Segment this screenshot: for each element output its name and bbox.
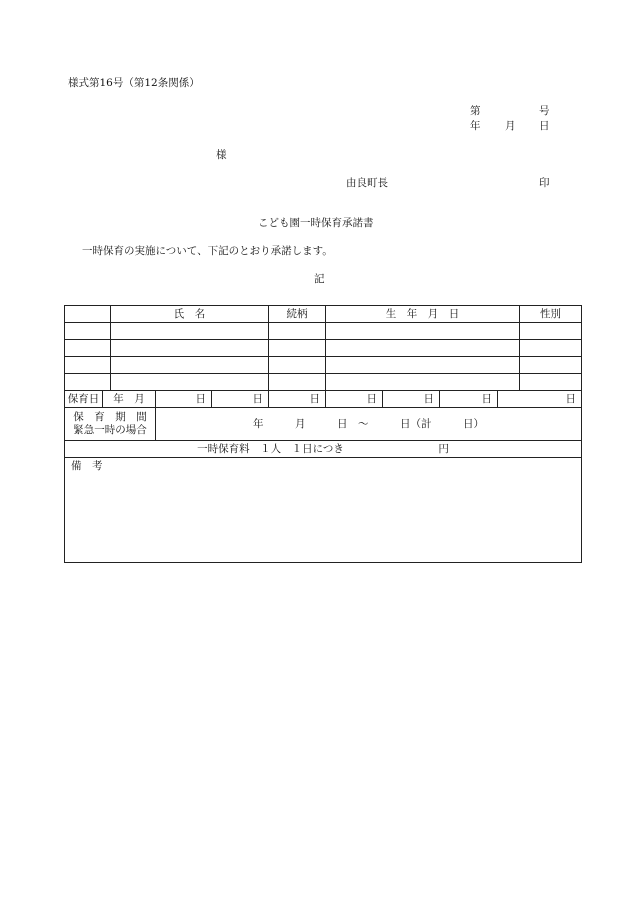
table-row [65,374,582,391]
birth-cell[interactable] [326,357,520,374]
row-no-cell[interactable] [65,323,111,340]
seal-mark: 印 [539,177,550,189]
approval-table [64,305,582,563]
care-day-cell-2[interactable]: 日 [212,391,269,408]
table-header-row [65,306,582,323]
header-birth: 生 年 月 日 [326,306,520,323]
doc-number-suffix: 号 [539,105,550,117]
gender-cell[interactable] [520,357,582,374]
date-month: 月 [505,120,516,132]
name-cell[interactable] [111,374,269,391]
name-cell[interactable] [111,357,269,374]
document-title: こども園一時保育承諾書 [258,217,374,229]
birth-cell[interactable] [326,340,520,357]
care-period-value[interactable]: 年 月 日 〜 日（計 日） [156,408,582,441]
form-number-label: 様式第16号（第12条関係） [68,77,200,89]
issuer-name: 由良町長 [346,177,388,189]
relation-cell[interactable] [269,340,326,357]
table-row [65,323,582,340]
care-day-cell-3[interactable]: 日 [269,391,326,408]
care-period-label-line2: 緊急一時の場合 [73,424,147,436]
care-period-row [65,408,582,441]
care-day-cell-5[interactable]: 日 [383,391,440,408]
remarks-label: 備 考 [71,460,103,472]
care-day-cell-4[interactable]: 日 [326,391,383,408]
table-corner-cell [65,306,111,323]
gender-cell[interactable] [520,340,582,357]
care-day-cell-6[interactable]: 日 [440,391,498,408]
date-year: 年 [470,120,481,132]
ki-mark: 記 [314,273,325,285]
birth-cell[interactable] [326,323,520,340]
relation-cell[interactable] [269,374,326,391]
header-relation: 続柄 [269,306,326,323]
name-cell[interactable] [111,323,269,340]
row-no-cell[interactable] [65,374,111,391]
care-day-cell-1[interactable]: 日 [156,391,212,408]
gender-cell[interactable] [520,374,582,391]
relation-cell[interactable] [269,357,326,374]
row-no-cell[interactable] [65,340,111,357]
birth-cell[interactable] [326,374,520,391]
remarks-row [65,458,582,563]
header-gender: 性別 [520,306,582,323]
doc-number-prefix: 第 [470,105,481,117]
care-year-month: 年 月 [103,391,156,408]
care-day-label: 保育日 [65,391,103,408]
fee-cell[interactable]: 一時保育料 １人 １日につき 円 [65,441,582,458]
remarks-cell[interactable] [65,458,582,563]
row-no-cell[interactable] [65,357,111,374]
table-row [65,357,582,374]
date-day: 日 [539,120,550,132]
name-cell[interactable] [111,340,269,357]
care-day-cell-7[interactable]: 日 [498,391,582,408]
fee-row [65,441,582,458]
recipient-suffix: 様 [216,149,227,161]
care-period-label [65,408,156,441]
care-day-row [65,391,582,408]
header-name: 氏 名 [111,306,269,323]
care-period-label-line1: 保 育 期 間 [73,411,147,424]
intro-text: 一時保育の実施について、下記のとおり承諾します。 [82,245,333,257]
gender-cell[interactable] [520,323,582,340]
relation-cell[interactable] [269,323,326,340]
table-row [65,340,582,357]
